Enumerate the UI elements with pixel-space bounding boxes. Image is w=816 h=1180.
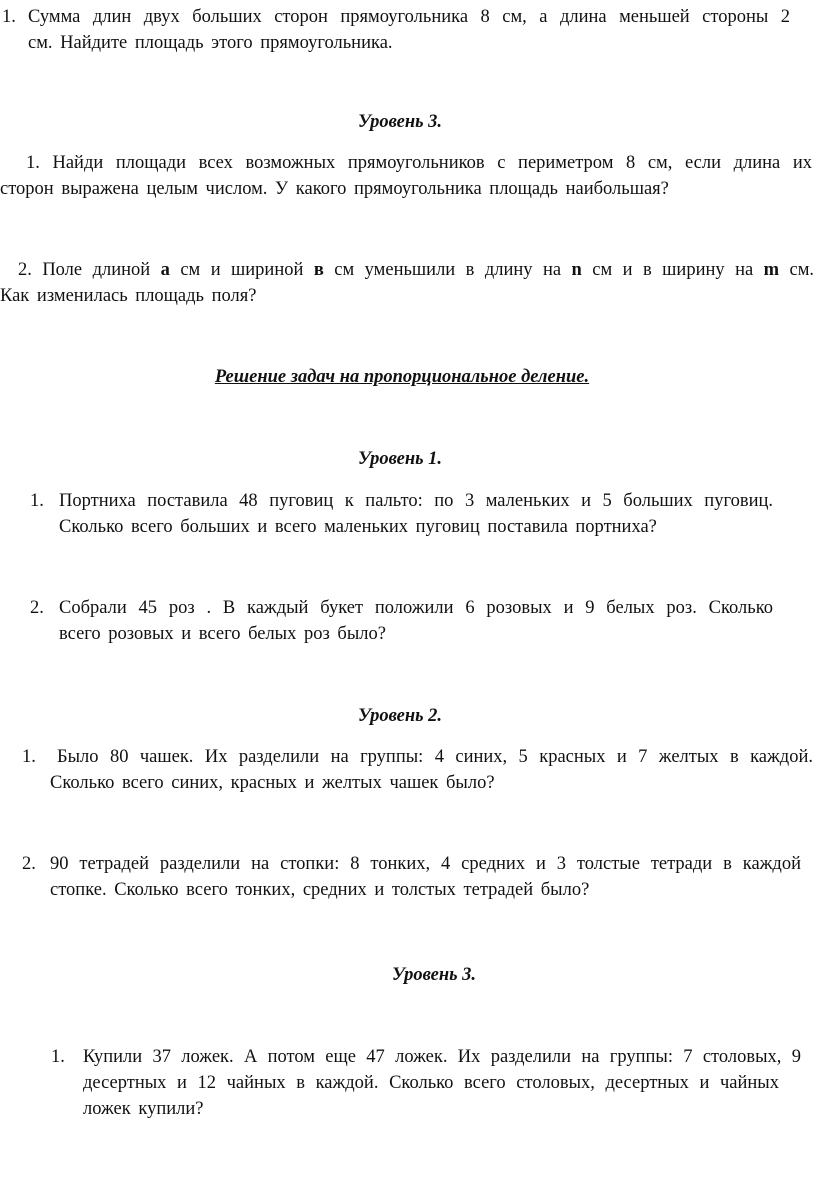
task-text-line: Собрали 45 роз . В каждый букет положили 6 розовых и 9 белых роз. Сколько xyxy=(59,598,773,618)
section-title: Решение задач на пропорциональное деление. xyxy=(214,367,590,387)
task-text-line: Купили 37 ложек. А потом еще 47 ложек. Их разделили на группы: 7 столовых, 9 xyxy=(83,1047,801,1067)
task-text-line: сторон выражена целым числом. У какого прямоугольника площадь наибольшая? xyxy=(0,179,669,199)
task-number: 1. xyxy=(22,747,36,767)
task-text-line: Как изменилась площадь поля? xyxy=(0,286,257,306)
task-text-line: всего розовых и всего белых роз было? xyxy=(59,624,386,644)
task-text-line: десертных и 12 чайных в каждой. Сколько всего столовых, десертных и чайных xyxy=(83,1073,779,1093)
level-heading: Уровень 3. xyxy=(357,112,443,132)
task-text-line: 2. Поле длиной а см и шириной в см уменьшили в длину на n см и в ширину на m см. xyxy=(18,260,815,280)
level-heading: Уровень 3. xyxy=(391,965,477,985)
task-text-line: стопке. Сколько всего тонких, средних и толстых тетрадей было? xyxy=(50,880,590,900)
task-number: 2. xyxy=(30,598,44,618)
level-heading: Уровень 2. xyxy=(357,706,443,726)
task-text-line: 1. Найди площади всех возможных прямоугольников с периметром 8 см, если длина их xyxy=(26,153,812,173)
task-number: 2. xyxy=(22,854,36,874)
task-text-line: Сколько всего больших и всего маленьких пуговиц поставила портниха? xyxy=(59,517,657,537)
task-number: 1. xyxy=(30,491,44,511)
task-text-line: Портниха поставила 48 пуговиц к пальто: по 3 маленьких и 5 больших пуговиц. xyxy=(59,491,773,511)
task-text-line: Было 80 чашек. Их разделили на группы: 4 синих, 5 красных и 7 желтых в каждой. xyxy=(57,747,813,767)
task-text-line: см. Найдите площадь этого прямоугольника. xyxy=(28,33,393,53)
task-number: 1. xyxy=(51,1047,65,1067)
task-text-line: Сколько всего синих, красных и желтых чашек было? xyxy=(50,773,495,793)
variable-a: а xyxy=(160,260,170,280)
variable-b: в xyxy=(313,260,324,280)
task-text-line: Сумма длин двух больших сторон прямоугольника 8 см, а длина меньшей стороны 2 xyxy=(28,7,790,27)
level-heading: Уровень 1. xyxy=(357,449,443,469)
task-number: 1. xyxy=(2,7,16,27)
variable-n: n xyxy=(571,260,582,280)
task-text-line: 90 тетрадей разделили на стопки: 8 тонких, 4 средних и 3 толстые тетради в каждой xyxy=(50,854,801,874)
task-text-line: ложек купили? xyxy=(83,1099,204,1119)
variable-m: m xyxy=(763,260,780,280)
